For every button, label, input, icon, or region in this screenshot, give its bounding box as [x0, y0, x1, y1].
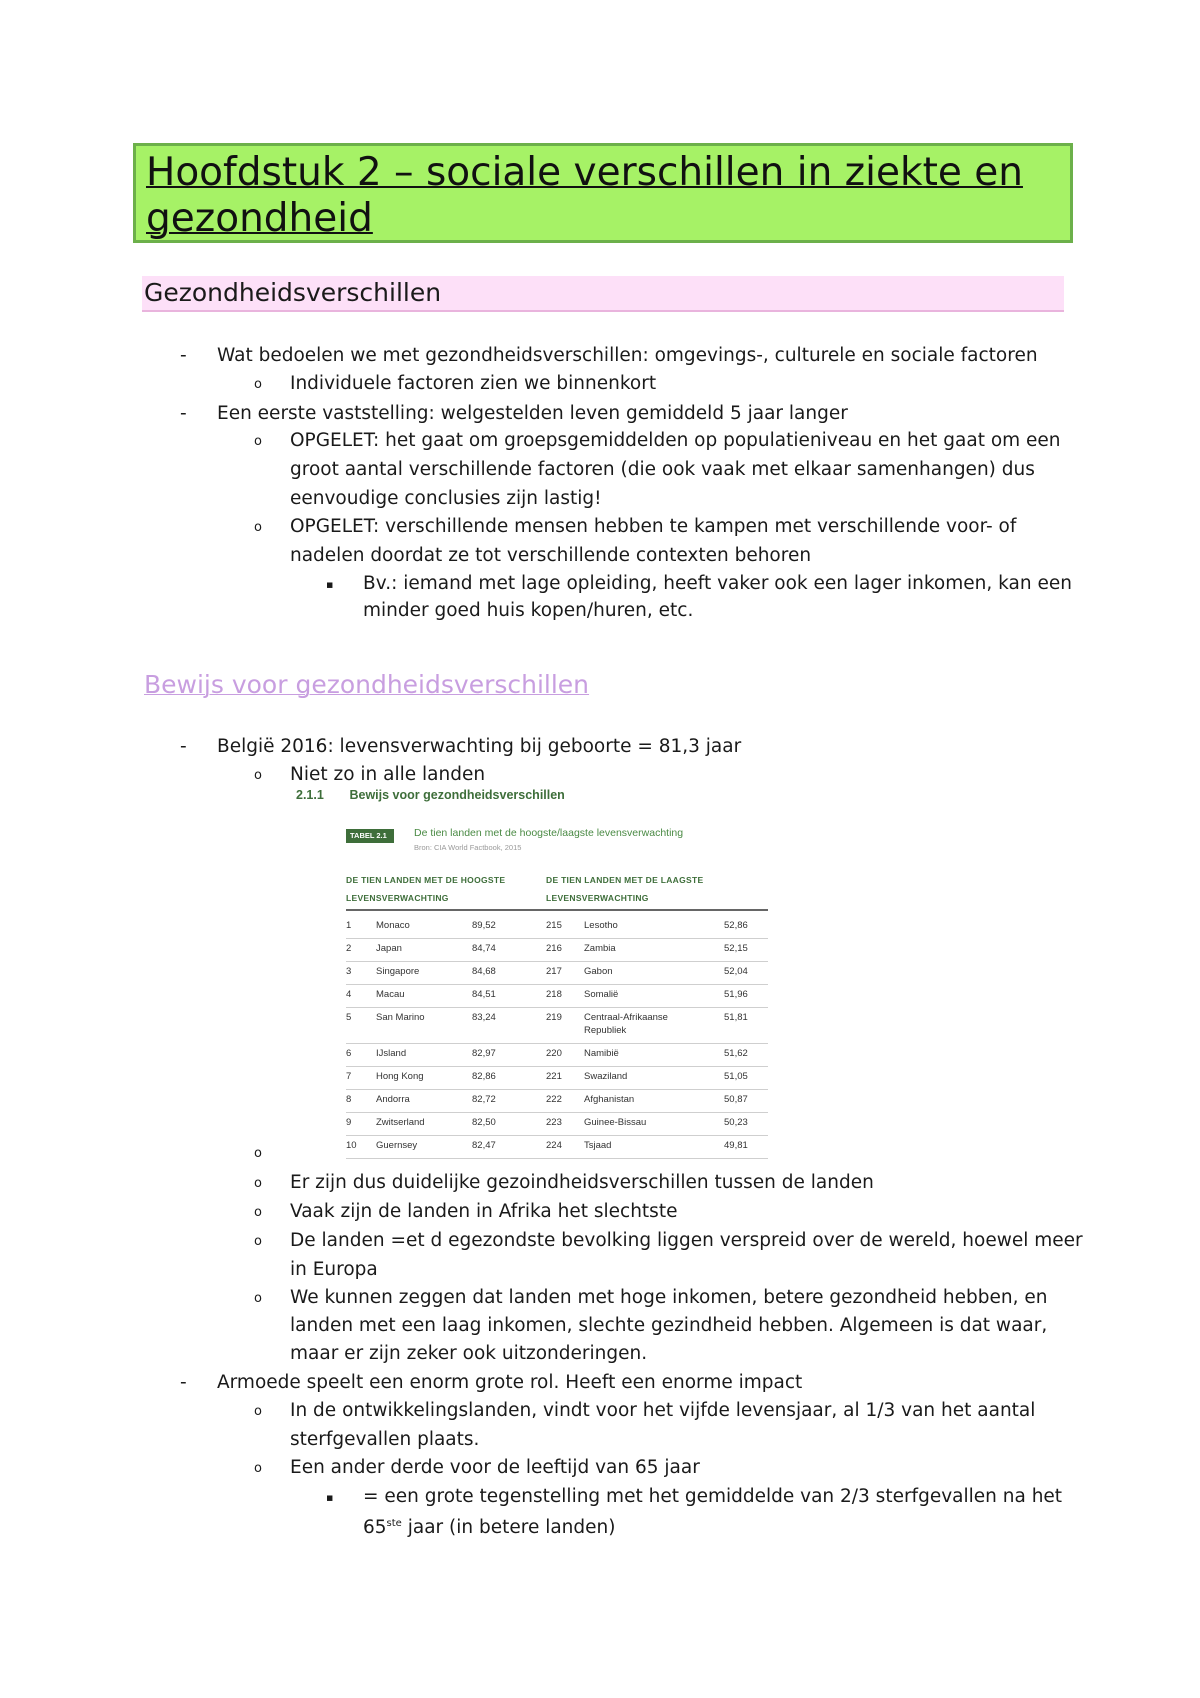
table-cell: 49,81 [724, 1140, 748, 1151]
table-row-divider [346, 1135, 768, 1136]
circle-bullet: o [254, 434, 262, 449]
ordinal-tail: jaar (in betere landen) [401, 1517, 616, 1539]
square-bullet: ▪ [326, 1491, 334, 1504]
list-item-continued: sterfgevallen plaats. [290, 1429, 480, 1450]
ordinal-number: 65 [363, 1517, 387, 1539]
life-expectancy-table [346, 871, 768, 1151]
list-item: België 2016: levensverwachting bij geboorte = 81,3 jaar [217, 736, 742, 757]
list-item: Niet zo in alle landen [290, 764, 486, 785]
list-item: In de ontwikkelingslanden, vindt voor het vijfde levensjaar, al 1/3 van het aantal [290, 1400, 1036, 1421]
circle-bullet: o [254, 520, 262, 535]
list-item: Een eerste vaststelling: welgestelden leven gemiddeld 5 jaar langer [217, 403, 848, 424]
table-cell: 52,04 [724, 966, 748, 977]
table-cell: Zambia [584, 943, 616, 954]
figure-section-heading [296, 788, 565, 802]
column-header-line: DE TIEN LANDEN MET DE HOOGSTE [346, 875, 506, 885]
list-item: Wat bedoelen we met gezondheidsverschillen: omgevings-, culturele en sociale factoren [217, 345, 1038, 366]
table-cell: 1 [346, 920, 352, 931]
list-item: Bv.: iemand met lage opleiding, heeft vaker ook een lager inkomen, kan een [363, 573, 1072, 594]
table-cell: IJsland [376, 1048, 407, 1059]
table-cell: San Marino [376, 1012, 425, 1023]
circle-bullet: o [254, 1291, 262, 1306]
circle-bullet: o [254, 1176, 262, 1191]
list-item: OPGELET: het gaat om groepsgemiddelden op populatieniveau en het gaat om een [290, 430, 1061, 451]
column-header-line: LEVENSVERWACHTING [346, 893, 449, 903]
table-cell: Gabon [584, 966, 613, 977]
list-item: De landen =et d egezondste bevolking liggen verspreid over de wereld, hoewel meer [290, 1230, 1083, 1251]
circle-bullet: o [254, 1461, 262, 1476]
table-row-divider [346, 1112, 768, 1113]
list-item-continued: nadelen doordat ze tot verschillende contexten behoren [290, 545, 812, 566]
table-row-divider [346, 1043, 768, 1044]
table-row-divider [346, 1007, 768, 1008]
title-box [133, 143, 1073, 243]
table-cell: Guinee-Bissau [584, 1117, 647, 1128]
table-cell: 222 [546, 1094, 562, 1105]
figure-section-number: 2.1.1 [296, 788, 324, 802]
column-header-line: DE TIEN LANDEN MET DE LAAGSTE [546, 875, 704, 885]
dash-bullet: - [180, 345, 187, 366]
table-cell: 223 [546, 1117, 562, 1128]
table-source: Bron: CIA World Factbook, 2015 [414, 843, 522, 852]
table-cell: 220 [546, 1048, 562, 1059]
table-cell: 218 [546, 989, 562, 1000]
table-row-divider [346, 1066, 768, 1067]
table-cell: 8 [346, 1094, 352, 1105]
table-row-divider [346, 961, 768, 962]
table-cell: Swaziland [584, 1071, 628, 1082]
list-item: Individuele factoren zien we binnenkort [290, 373, 657, 394]
list-item-continued: landen met een laag inkomen, slechte gezindheid hebben. Algemeen is dat waar, [290, 1315, 1048, 1336]
table-cell: Tsjaad [584, 1140, 612, 1151]
table-cell: Namibië [584, 1048, 619, 1059]
heading-box [142, 276, 1064, 312]
list-item-continued: in Europa [290, 1259, 378, 1280]
dash-bullet: - [180, 1372, 187, 1393]
table-cell: 6 [346, 1048, 352, 1059]
circle-bullet: o [254, 1404, 262, 1419]
table-cell: 9 [346, 1117, 352, 1128]
table-cell: 217 [546, 966, 562, 977]
list-item: = een grote tegenstelling met het gemiddelde van 2/3 sterfgevallen na het [363, 1486, 1063, 1507]
table-cell: 83,24 [472, 1012, 496, 1023]
table-row-divider [346, 938, 768, 939]
table-cell: Republiek [584, 1025, 627, 1036]
circle-bullet: o [254, 1234, 262, 1249]
dash-bullet: - [180, 736, 187, 757]
list-item: Een ander derde voor de leeftijd van 65 jaar [290, 1457, 700, 1478]
table-cell: 89,52 [472, 920, 496, 931]
table-cell: 4 [346, 989, 352, 1000]
table-cell: 3 [346, 966, 352, 977]
table-cell: 82,86 [472, 1071, 496, 1082]
table-cell: 82,97 [472, 1048, 496, 1059]
life-expectancy-table-figure [296, 785, 772, 1153]
table-cell: Lesotho [584, 920, 618, 931]
table-cell: 219 [546, 1012, 562, 1023]
table-cell: 82,72 [472, 1094, 496, 1105]
list-item-continued: eenvoudige conclusies zijn lastig! [290, 488, 602, 509]
table-cell: 224 [546, 1140, 562, 1151]
list-item: Vaak zijn de landen in Afrika het slechtste [290, 1201, 678, 1222]
table-cell: Japan [376, 943, 402, 954]
table-cell: 84,68 [472, 966, 496, 977]
table-cell: 51,81 [724, 1012, 748, 1023]
table-header-divider [346, 909, 768, 911]
list-item: Er zijn dus duidelijke gezoindheidsverschillen tussen de landen [290, 1172, 874, 1193]
column-header-highest [346, 871, 505, 907]
circle-bullet: o [254, 1146, 262, 1161]
column-header-lowest [546, 871, 703, 907]
table-cell: 215 [546, 920, 562, 931]
table-row-divider [346, 1158, 768, 1159]
table-cell: 50,87 [724, 1094, 748, 1105]
list-item: We kunnen zeggen dat landen met hoge inkomen, betere gezondheid hebben, en [290, 1287, 1048, 1308]
table-cell: Zwitserland [376, 1117, 425, 1128]
table-cell: Guernsey [376, 1140, 418, 1151]
table-cell: 82,47 [472, 1140, 496, 1151]
table-cell: 216 [546, 943, 562, 954]
section-heading-gezondheidsverschillen: Gezondheidsverschillen [144, 278, 442, 307]
table-cell: 84,74 [472, 943, 496, 954]
table-cell: 52,86 [724, 920, 748, 931]
table-cell: 50,23 [724, 1117, 748, 1128]
list-item-continued [363, 1510, 615, 1542]
table-cell: Afghanistan [584, 1094, 635, 1105]
table-cell: 51,96 [724, 989, 748, 1000]
list-item-continued: maar er zijn zeker ook uitzonderingen. [290, 1343, 648, 1364]
table-cell: 221 [546, 1071, 562, 1082]
circle-bullet: o [254, 377, 262, 392]
list-item: OPGELET: verschillende mensen hebben te kampen met verschillende voor- of [290, 516, 1017, 537]
table-cell: 52,15 [724, 943, 748, 954]
table-caption: De tien landen met de hoogste/laagste levensverwachting [414, 827, 684, 839]
table-row-divider [346, 984, 768, 985]
ordinal-suffix: ste [386, 1518, 402, 1529]
table-cell: 82,50 [472, 1117, 496, 1128]
table-cell: Macau [376, 989, 405, 1000]
table-cell: Hong Kong [376, 1071, 424, 1082]
table-cell: Monaco [376, 920, 410, 931]
circle-bullet: o [254, 768, 262, 783]
column-header-line: LEVENSVERWACHTING [546, 893, 649, 903]
table-cell: 5 [346, 1012, 352, 1023]
table-cell: 2 [346, 943, 352, 954]
table-label: TABEL 2.1 [346, 829, 394, 843]
table-cell: Singapore [376, 966, 420, 977]
section-heading-bewijs: Bewijs voor gezondheidsverschillen [144, 670, 590, 699]
table-cell: 84,51 [472, 989, 496, 1000]
table-cell: Centraal-Afrikaanse [584, 1012, 668, 1023]
list-item-continued: minder goed huis kopen/huren, etc. [363, 600, 694, 621]
table-cell: Andorra [376, 1094, 410, 1105]
dash-bullet: - [180, 403, 187, 424]
table-cell: 10 [346, 1140, 357, 1151]
table-row-divider [346, 1089, 768, 1090]
table-cell: 51,05 [724, 1071, 748, 1082]
table-cell: 7 [346, 1071, 352, 1082]
circle-bullet: o [254, 1205, 262, 1220]
list-item: Armoede speelt een enorm grote rol. Heeft een enorme impact [217, 1372, 803, 1393]
table-cell: 51,62 [724, 1048, 748, 1059]
page-title: Hoofdstuk 2 – sociale verschillen in ziekte en gezondheid [146, 150, 1023, 241]
figure-section-title: Bewijs voor gezondheidsverschillen [349, 788, 565, 802]
table-cell: Somalië [584, 989, 619, 1000]
list-item-continued: groot aantal verschillende factoren (die ook vaak met elkaar samenhangen) dus [290, 459, 1035, 480]
square-bullet: ▪ [326, 578, 334, 591]
